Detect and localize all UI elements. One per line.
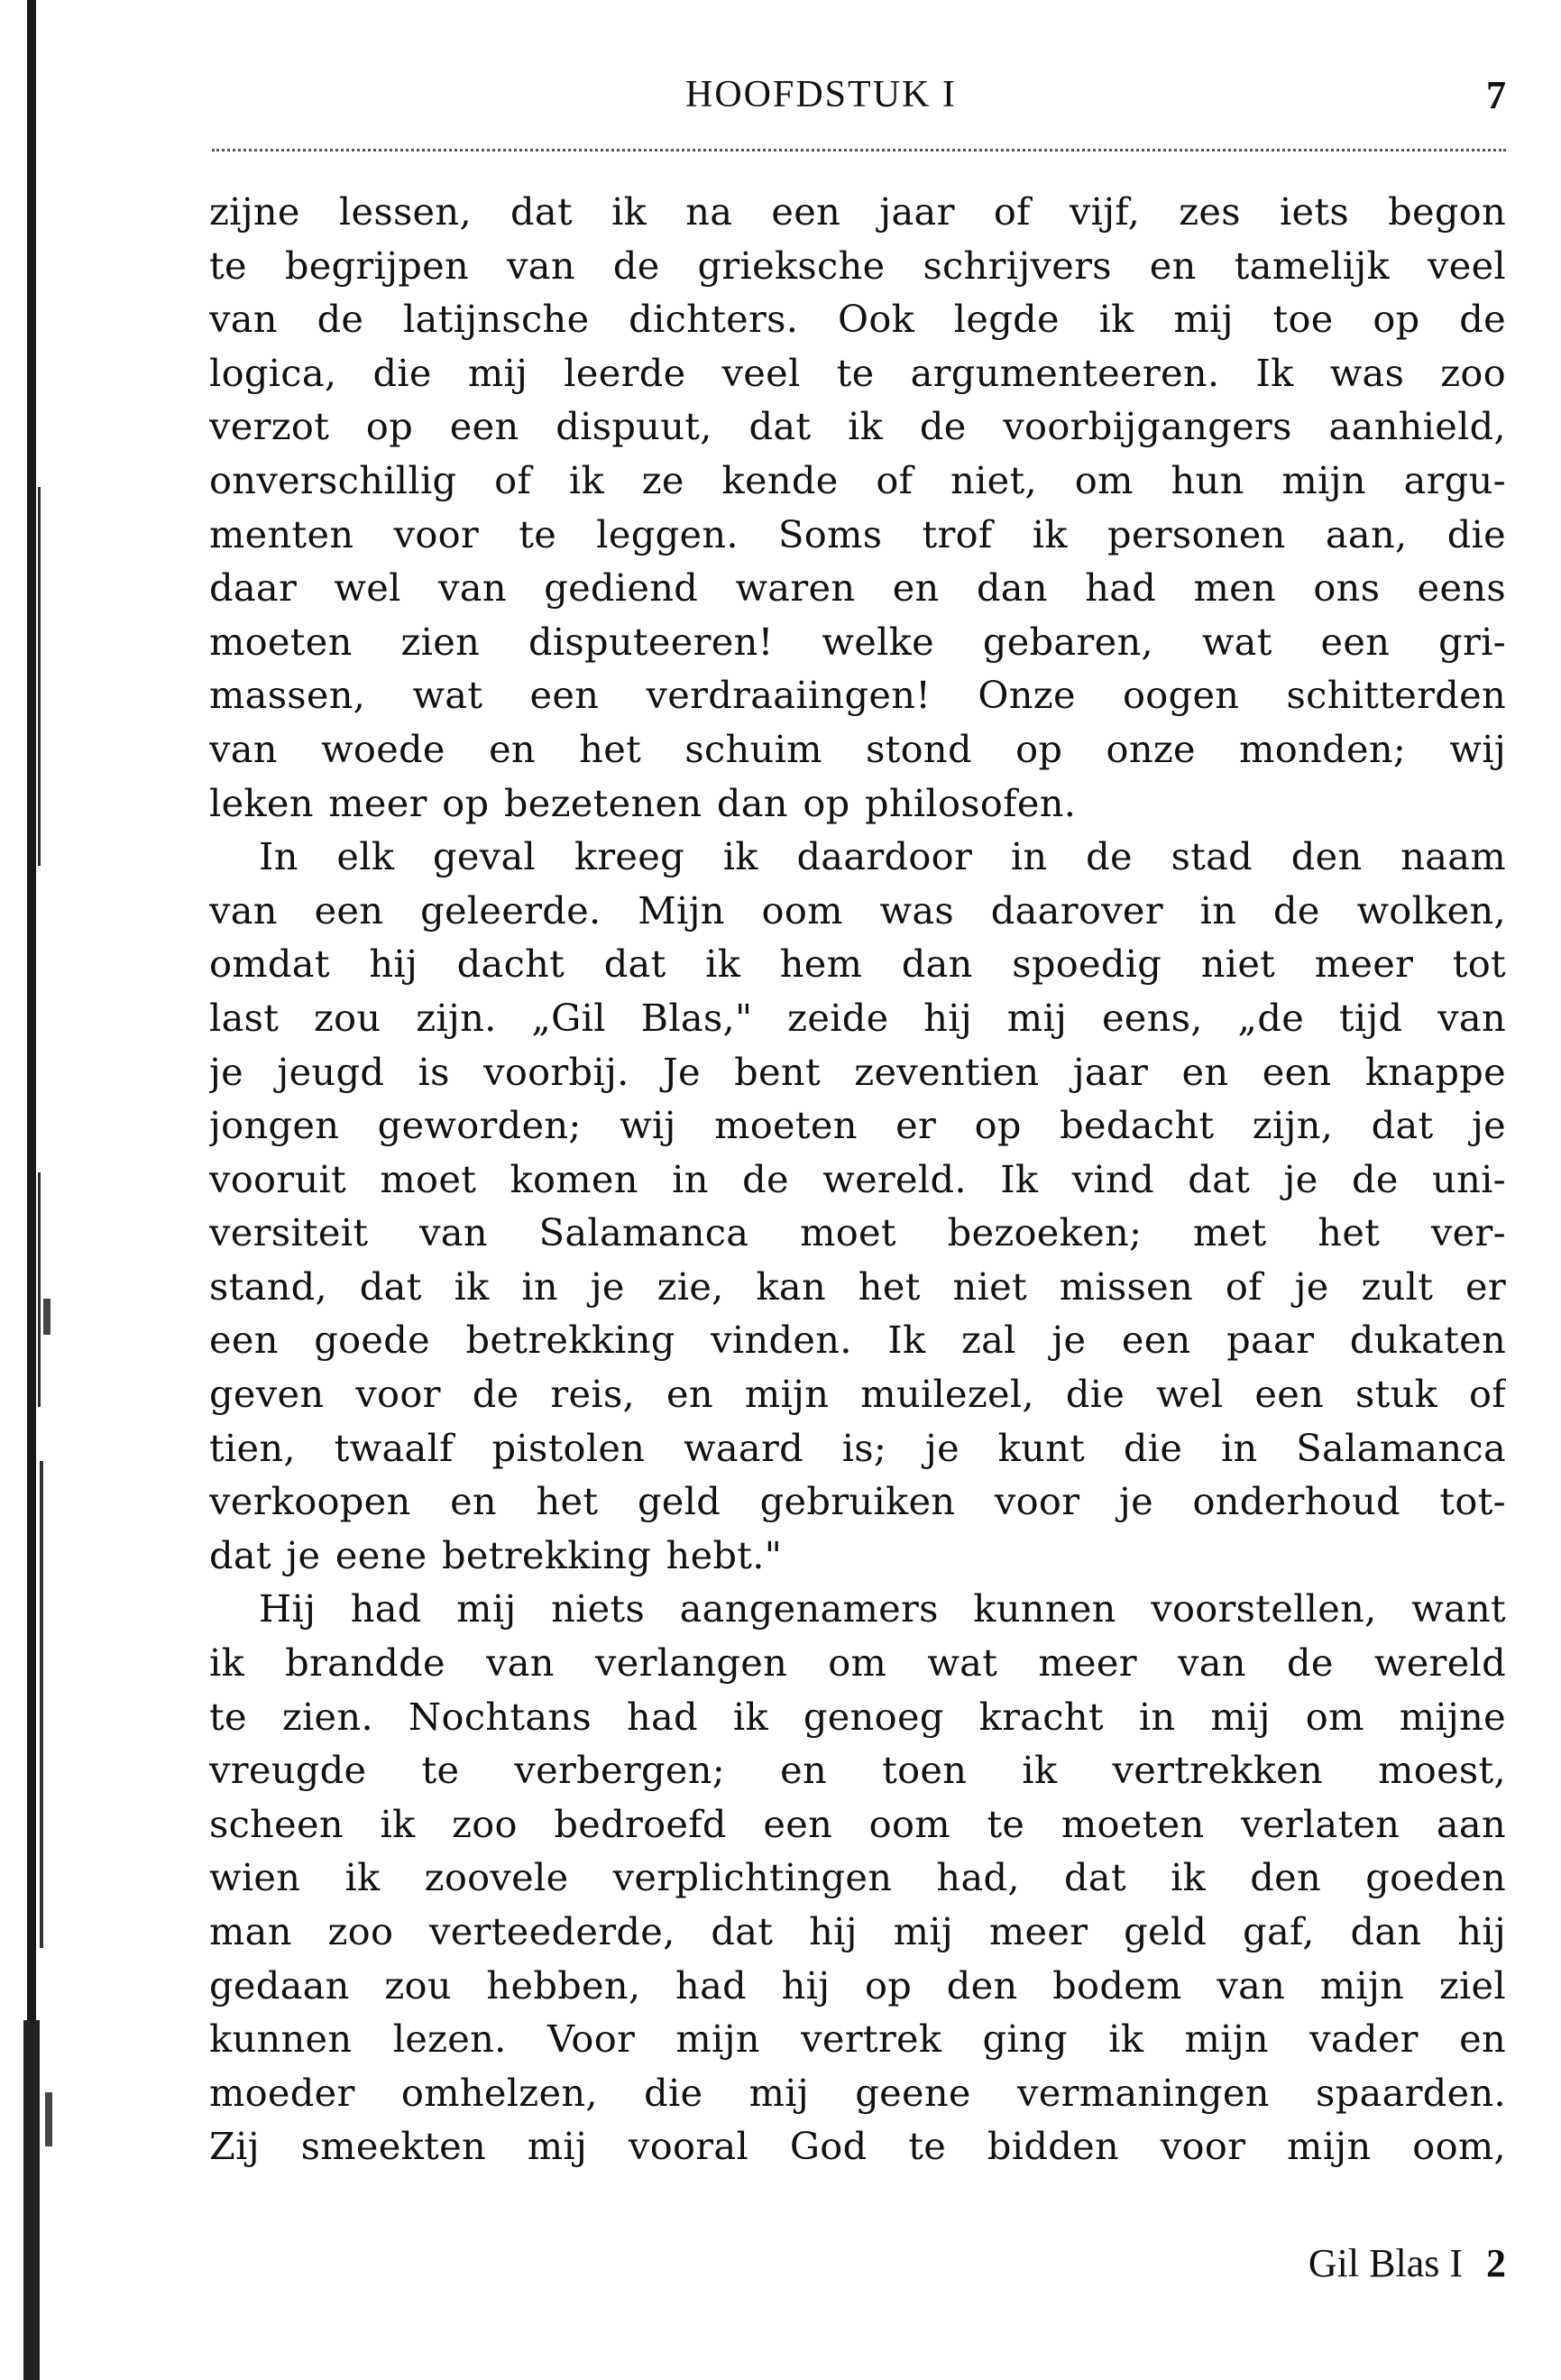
text-line: Zij smeekten mij vooral God te bidden voor mijn oom,	[209, 2124, 1506, 2169]
text-line: leken meer op bezetenen dan op philosofen.	[209, 780, 1077, 825]
text-line: een goede betrekking vinden. Ik zal je een paar dukaten	[209, 1318, 1506, 1363]
text-line: man zoo verteederde, dat hij mij meer geld gaf, dan hij	[209, 1909, 1506, 1953]
body-text	[209, 185, 1506, 2173]
text-line: van een geleerde. Mijn oom was daarover in de wolken,	[209, 887, 1506, 933]
text-line: ik brandde van verlangen om wat meer van de wereld	[209, 1640, 1506, 1686]
page-number: 7	[1486, 73, 1506, 117]
text-line: kunnen lezen. Voor mijn vertrek ging ik mijn vader en	[209, 2017, 1506, 2062]
text-line: geven voor de reis, en mijn muilezel, die wel een stuk of	[209, 1372, 1506, 1417]
text-line: dat je eene betrekking hebt."	[209, 1532, 783, 1577]
text-line: van de latijnsche dichters. Ook legde ik mij toe op de	[209, 297, 1506, 342]
signature-number: 2	[1486, 2241, 1506, 2285]
text-line: wien ik zoovele verplichtingen had, dat ik den goeden	[209, 1855, 1506, 1900]
text-line: In elk geval kreeg ik daardoor in de stad den naam	[259, 834, 1506, 879]
header-divider	[212, 149, 1506, 152]
text-line: je jeugd is voorbij. Je bent zeventien jaar en een knappe	[209, 1049, 1506, 1094]
text-line: menten voor te leggen. Soms trof ik personen aan, die	[209, 511, 1506, 556]
text-line: massen, wat een verdraaiingen! Onze oogen schitterden	[209, 673, 1506, 718]
running-title: HOOFDSTUK I	[685, 74, 957, 115]
text-line: jongen geworden; wij moeten er op bedacht zijn, dat je	[209, 1103, 1506, 1148]
text-line: vreugde te verbergen; en toen ik vertrekken moest,	[209, 1748, 1506, 1793]
text-line: moeder omhelzen, die mij geene vermaningen spaarden.	[209, 2070, 1506, 2115]
text-line: verkoopen en het geld gebruiken voor je onderhoud tot-	[209, 1479, 1506, 1524]
text-line: vooruit moet komen in de wereld. Ik vind dat je de uni-	[209, 1156, 1506, 1201]
text-line: Hij had mij niets aangenamers kunnen voorstellen, want	[259, 1586, 1506, 1631]
text-line: versiteit van Salamanca moet bezoeken; met het ver-	[209, 1210, 1506, 1255]
text-line: van woede en het schuim stond op onze monden; wij	[209, 726, 1506, 771]
text-line: gedaan zou hebben, had hij op den bodem van mijn ziel	[209, 1962, 1506, 2008]
text-line: omdat hij dacht dat ik hem dan spoedig niet meer tot	[209, 942, 1506, 987]
text-line: logica, die mij leerde veel te argumenteeren. Ik was zoo	[209, 350, 1506, 395]
text-line: te zien. Nochtans had ik genoeg kracht in mij om mijne	[209, 1694, 1506, 1739]
text-line: tien, twaalf pistolen waard is; je kunt die in Salamanca	[209, 1425, 1506, 1470]
text-line: stand, dat ik in je zie, kan het niet missen of je zult er	[209, 1264, 1506, 1309]
text-line: last zou zijn. „Gil Blas," zeide hij mij eens, „de tijd van	[209, 995, 1506, 1040]
text-line: zijne lessen, dat ik na een jaar of vijf, zes iets begon	[209, 189, 1506, 234]
page-footer	[1308, 2241, 1506, 2285]
text-line: moeten zien disputeeren! welke gebaren, wat een gri-	[209, 619, 1506, 664]
text-line: daar wel van gediend waren en dan had men ons eens	[209, 565, 1506, 611]
text-line: verzot op een dispuut, dat ik de voorbijgangers aanhield,	[209, 404, 1506, 449]
binding-edge	[0, 0, 81, 2380]
signature-mark: Gil Blas I	[1308, 2241, 1463, 2285]
page-header	[207, 63, 1506, 126]
text-line: onverschillig of ik ze kende of niet, om hun mijn argu-	[209, 457, 1506, 502]
text-line: te begrijpen van de grieksche schrijvers en tamelijk veel	[209, 243, 1506, 288]
text-line: scheen ik zoo bedroefd een oom te moeten verlaten aan	[209, 1801, 1506, 1846]
